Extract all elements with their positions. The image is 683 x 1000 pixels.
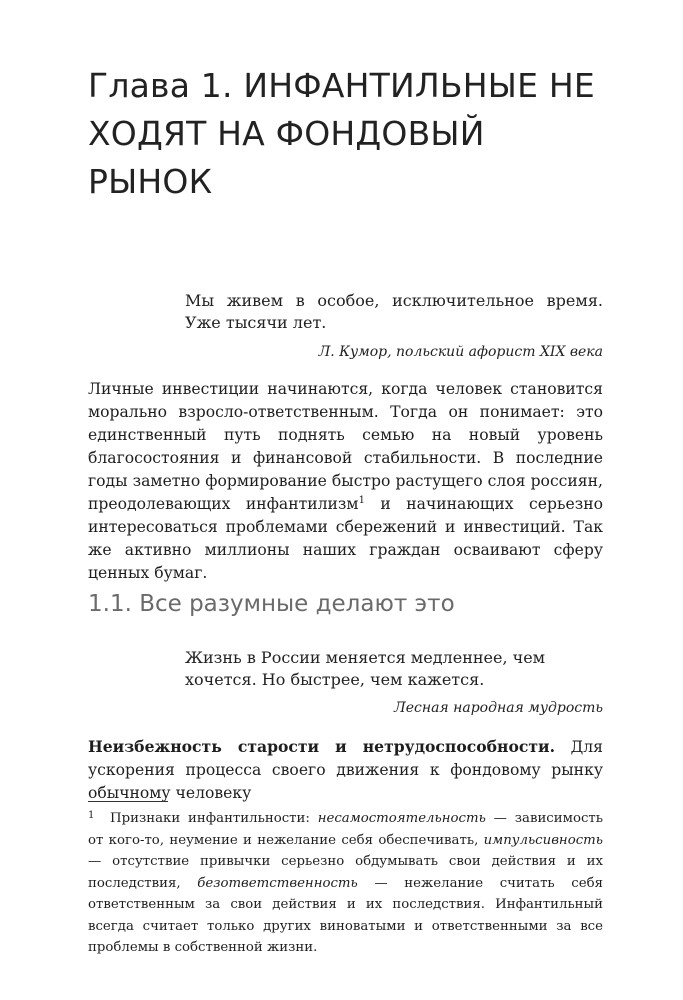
footnote-text-1: Признаки инфантильности: bbox=[110, 811, 318, 826]
intro-text-part-1: Личные инвестиции начинаются, когда человек становится морально взросло-ответственным. Тогда он понимает: это единственный путь поднять семью на новый уровень благосостояния и финансовой стабильности. В последние годы заметно формирование быстро растущего слоя россиян, преодолевающих инфантилизм bbox=[88, 380, 603, 513]
epigraph-2-author: Лесная народная мудрость bbox=[394, 700, 603, 716]
footnote-text-2: — зависимость от кого-то, неумение и нежелание себя обеспечивать, bbox=[88, 811, 604, 848]
footnote-term-3: безответственность bbox=[197, 875, 358, 891]
paragraph-2-text: Для ускорения процесса своего движения к фондовому рынку обычному человеку bbox=[88, 738, 603, 802]
footnote bbox=[88, 808, 603, 959]
section-title: 1.1. Все разумные делают это bbox=[88, 591, 455, 617]
intro-text-part-2: и начинающих серьезно интересоваться проблемами сбережений и инвестиций. Так же активно миллионы наших граждан осваивают сферу ценных бумаг. bbox=[88, 495, 604, 582]
epigraph-1-text: Мы живем в особое, исключительное время. Уже тысячи лет. bbox=[185, 291, 603, 332]
footnote-term-1: несамостоятельность bbox=[317, 811, 486, 826]
epigraph-1-author: Л. Кумор, польский афорист XIX века bbox=[318, 344, 603, 360]
footnote-text-3: — отсутствие привычки серьезно обдумывать свои действия и их последствия, bbox=[88, 854, 603, 891]
paragraph-2-lead: Неизбежность старости и нетрудоспособности. bbox=[88, 737, 556, 756]
epigraph-2 bbox=[185, 647, 603, 717]
footnote-reference[interactable]: 1 bbox=[358, 494, 365, 506]
chapter-title: Глава 1. ИНФАНТИЛЬНЫЕ НЕ ХОДЯТ НА ФОНДОВЫЙ РЫНОК bbox=[88, 66, 595, 201]
epigraph-2-text: Жизнь в России меняется медленнее, чем хочется. Но быстрее, чем кажется. bbox=[185, 648, 546, 689]
footnote-divider bbox=[88, 801, 168, 802]
epigraph-1 bbox=[185, 290, 603, 361]
intro-paragraph bbox=[88, 378, 603, 585]
footnote-mark: 1 bbox=[88, 810, 95, 821]
footnote-text-4: — нежелание считать себя ответственным за свои действия и их последствия. Инфантильный всегда считает только других виноватыми и ответственными за все проблемы в собственной жизни. bbox=[88, 875, 603, 955]
footnote-term-2: импульсивность bbox=[483, 832, 603, 848]
body-paragraph-2 bbox=[88, 735, 603, 805]
